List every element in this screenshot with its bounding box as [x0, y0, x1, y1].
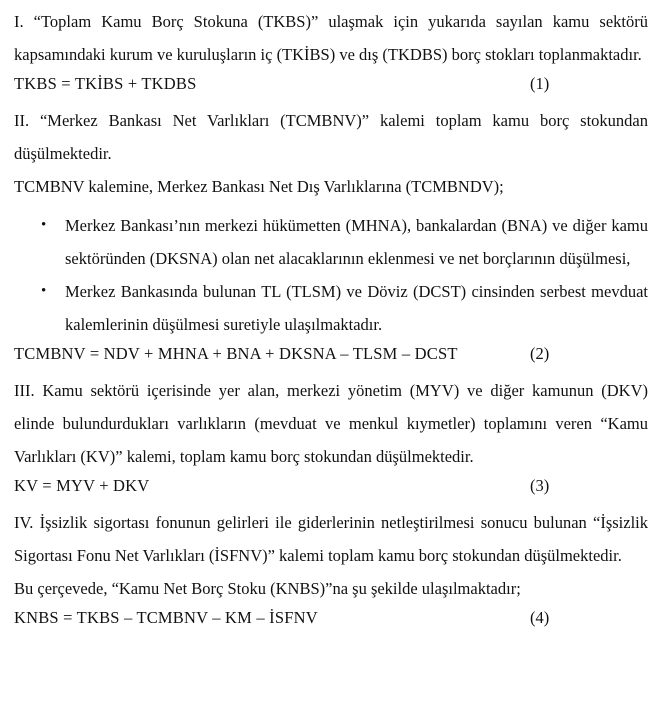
paragraph-3-tcmbnv-intro: TCMBNV kalemine, Merkez Bankası Net Dış Varlıklarına (TCMBNDV); [14, 177, 504, 196]
formula-4-number: (4) [530, 608, 550, 627]
bullet-item-2 [14, 275, 648, 341]
paragraph-6-knbs-intro: Bu çerçevede, “Kamu Net Borç Stoku (KNBS)”na şu şekilde ulaşılmaktadır; [14, 579, 521, 598]
bullet-icon: • [41, 283, 47, 299]
formula-1-number: (1) [530, 74, 550, 93]
paragraph-4-kv-definition: III. Kamu sektörü içerisinde yer alan, merkezi yönetim (MYV) ve diğer kamunun (DKV) elinde bulundurdukları varlıkların (mevduat ve menkul kıymetler) toplamını veren “Kamu Varlıkları (KV)” kalemi, toplam kamu borç stokundan düşülmektedir. [14, 381, 648, 466]
bullet-icon: • [41, 217, 47, 233]
formula-4-expression: KNBS = TKBS – TCMBNV – KM – İSFNV [14, 608, 318, 627]
bullet-2-text: Merkez Bankasında bulunan TL (TLSM) ve Döviz (DCST) cinsinden serbest mevduat kalemlerinin düşülmesi suretiyle ulaşılmaktadır. [65, 282, 648, 334]
formula-3-kv [14, 469, 648, 502]
paragraph-2-tcmbnv-definition: II. “Merkez Bankası Net Varlıkları (TCMBNV)” kalemi toplam kamu borç stokundan düşülmektedir. [14, 111, 648, 163]
formula-2-tcmbnv [14, 337, 648, 370]
formula-2-expression: TCMBNV = NDV + MHNA + BNA + DKSNA – TLSM – DCST [14, 344, 458, 363]
bullet-list [14, 209, 648, 341]
bullet-item-1 [14, 209, 648, 275]
formula-3-expression: KV = MYV + DKV [14, 476, 150, 495]
bullet-1-text: Merkez Bankası’nın merkezi hükümetten (MHNA), bankalardan (BNA) ve diğer kamu sektöründen (DKSNA) olan net alacaklarının eklenmesi ve net borçlarının düşülmesi, [65, 216, 648, 268]
paragraph-1-tkbs-definition: I. “Toplam Kamu Borç Stokuna (TKBS)” ulaşmak için yukarıda sayılan kamu sektörü kapsamındaki kurum ve kuruluşların iç (TKİBS) ve dış (TKDBS) borç stokları toplanmaktadır. [14, 12, 648, 64]
formula-2-number: (2) [530, 344, 550, 363]
paragraph-5-isfnv-definition: IV. İşsizlik sigortası fonunun gelirleri ile giderlerinin netleştirilmesi sonucu bulunan “İşsizlik Sigortası Fonu Net Varlıkları (İSFNV)” kalemi toplam kamu borç stokundan düşülmektedir. [14, 513, 648, 565]
document-body [14, 5, 648, 634]
formula-3-number: (3) [530, 476, 550, 495]
formula-1-tkbs [14, 67, 648, 100]
formula-1-expression: TKBS = TKİBS + TKDBS [14, 74, 197, 93]
formula-4-knbs [14, 601, 648, 634]
